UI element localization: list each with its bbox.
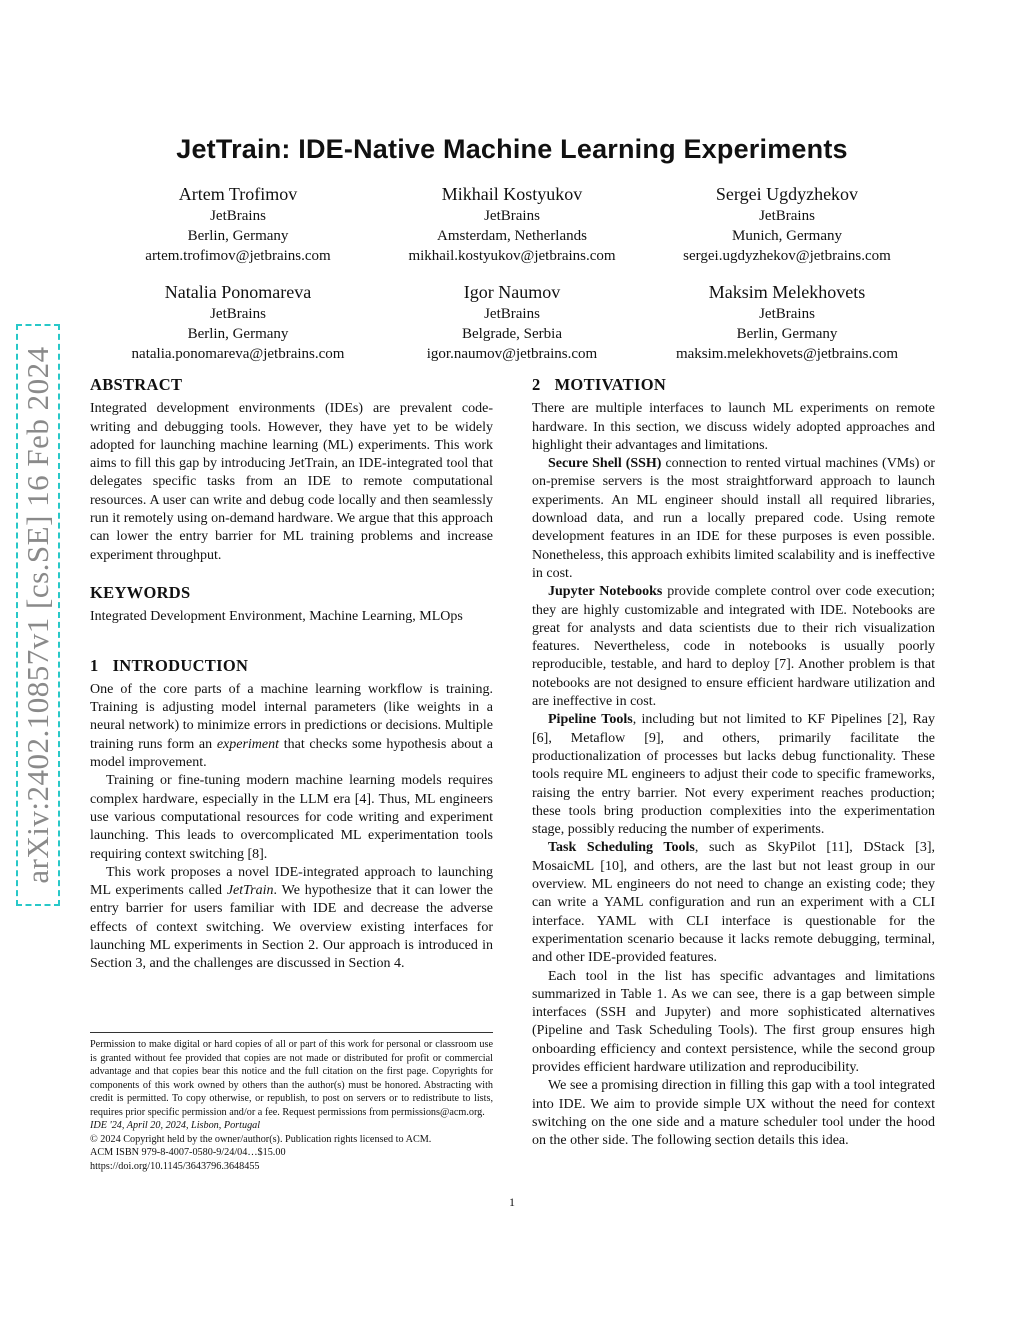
section-title: MOTIVATION	[554, 375, 667, 394]
author-block	[642, 281, 932, 364]
motivation-paragraph: Pipeline Tools, including but not limited to KF Pipelines [2], Ray [6], Metaflow [9], and others, primarily facilitate the productionalization of processes but lacks debug functionality. These tools require ML engineers to adjust their code to specific frameworks, raising the entry barrier. Not every experiment reaches production; these tools bring production complexities into the experimentation stage, possibly reducing the number of experiments.	[532, 712, 936, 838]
permission-text: Permission to make digital or hard copies of all or part of this work for personal or classroom use is granted without fee provided that copies are not made or distributed for profit or commercial advantage and that copies bear this notice and the full citation on the first page. Copyrights for components of this work owned by others than the author(s) must be honored. Abstracting with credit is permitted. To copy otherwise, or republish, to post on servers or to redistribute to lists, requires prior specific permission and/or a fee. Request permissions from permissions@acm.org.	[90, 1039, 493, 1118]
author-org: JetBrains	[484, 208, 540, 224]
motivation-paragraph: Each tool in the list has specific advantages and limitations summarized in Table 1. As we can see, there is a gap between simple interfaces (SSH and Jupyter) and more sophisticated alternatives (Pipeline and Task Scheduling Tools). The first group ensures high onboarding efficiency and context persistence, while the second group provides efficient hardware utilization and reproducibility.	[532, 968, 935, 1075]
author-block	[367, 183, 657, 266]
author-name: Maksim Melekhovets	[708, 282, 866, 302]
author-location: Munich, Germany	[732, 228, 842, 244]
author-email[interactable]: mikhail.kostyukov@jetbrains.com	[408, 248, 616, 264]
author-location: Amsterdam, Netherlands	[437, 228, 587, 244]
author-name: Igor Naumov	[463, 282, 561, 302]
motivation-paragraph: There are multiple interfaces to launch ML experiments on remote hardware. In this section, we discuss widely adopted approaches and highlight their advantages and limitations.	[532, 401, 935, 453]
author-email[interactable]: artem.trofimov@jetbrains.com	[145, 248, 331, 264]
term-jupyter: Jupyter Notebooks	[548, 584, 663, 600]
venue-text: IDE '24, April 20, 2024, Lisbon, Portugal	[90, 1120, 261, 1131]
term-ssh: Secure Shell (SSH)	[548, 456, 662, 472]
keywords-heading: KEYWORDS	[90, 582, 191, 602]
author-location: Berlin, Germany	[736, 326, 838, 342]
author-location: Berlin, Germany	[187, 228, 289, 244]
left-column	[90, 376, 493, 974]
intro-paragraph: Training or fine-tuning modern machine learning models requires complex hardware, especially in the LLM era [4]. Thus, ML engineers use various computational resources for code writing and experiment launching. This leads to overcomplicated ML experimentation tools requiring context switching [8].	[90, 773, 493, 862]
author-location: Berlin, Germany	[187, 326, 289, 342]
motivation-paragraph: Jupyter Notebooks provide complete control over code execution; they are highly customizable and integrated with IDE. Notebooks are great for analysts and data scientists due to their rich visualization features. Nevertheless, code in notebooks is usually poorly reproducible, testable, and hard to deploy [7]. Another problem is that notebooks are not designed to ensure efficient hardware utilization and are ineffective in cost.	[532, 584, 935, 710]
author-location: Belgrade, Serbia	[462, 326, 562, 342]
copyright-text: © 2024 Copyright held by the owner/author(s). Publication rights licensed to ACM.	[90, 1133, 432, 1145]
abstract-text: Integrated development environments (IDEs) are prevalent code-writing and debugging tools. However, they have yet to be widely adopted for launching machine learning (ML) experiments. This work aims to fill this gap by introducing JetTrain, an IDE-integrated tool that delegates specific tasks from an IDE to remote computational resources. A user can write and debug code locally and then seamlessly run it remotely using on-demand hardware. We argue that this approach can lower the entry barrier for ML training problems and increase experiment throughput.	[90, 401, 493, 563]
arxiv-identifier-stamp[interactable]	[16, 324, 60, 906]
author-name: Artem Trofimov	[178, 184, 298, 204]
author-block	[367, 281, 657, 364]
doi-link[interactable]: https://doi.org/10.1145/3643796.3648455	[90, 1160, 260, 1172]
term-task-scheduling-tools: Task Scheduling Tools	[548, 840, 695, 856]
intro-paragraph: This work proposes a novel IDE-integrated approach to launching ML experiments called JetTrain. We hypothesize that it can lower the entry barrier for users familiar with IDE and decrease the adverse effects of context switching. We overview existing interfaces for launching ML experiments in Section 2. Our approach is introduced in Section 3, and the challenges are discussed in Section 4.	[90, 864, 493, 972]
author-org: JetBrains	[759, 208, 815, 224]
section-number: 1	[90, 655, 99, 675]
section-title: INTRODUCTION	[112, 655, 249, 675]
author-org: JetBrains	[210, 208, 266, 224]
motivation-paragraph: We see a promising direction in filling this gap with a tool integrated into IDE. We aim to provide simple UX without the need for context switching on the one side and a mature scheduler tool under the hood on the other side. The following section details this idea.	[532, 1078, 935, 1149]
author-block	[93, 281, 383, 364]
author-name: Sergei Ugdyzhekov	[715, 184, 859, 204]
paper-title: JetTrain: IDE-Native Machine Learning Experiments	[176, 134, 848, 164]
author-block	[642, 183, 932, 266]
term-pipeline-tools: Pipeline Tools	[548, 712, 633, 728]
section-number: 2	[532, 375, 541, 394]
author-org: JetBrains	[759, 306, 815, 322]
keywords-text: Integrated Development Environment, Machine Learning, MLOps	[90, 609, 463, 625]
emphasis-term: JetTrain	[226, 883, 274, 899]
intro-paragraph: One of the core parts of a machine learning workflow is training. Training is adjusting model internal parameters (like weights in a neural network) to minimize errors in predictions or decisions. Multiple training runs form an experiment that checks some hypothesis about a model improvement.	[90, 681, 493, 771]
author-org: JetBrains	[484, 306, 540, 322]
author-org: JetBrains	[210, 306, 266, 322]
author-email[interactable]: igor.naumov@jetbrains.com	[426, 346, 598, 362]
motivation-paragraph: Task Scheduling Tools, such as SkyPilot [11], DStack [3], MosaicML [10], and others, are the last but not least group in our overview. ML engineers do not need to change an existing code; they can write a YAML configuration and run an experiment with a CLI interface. YAML with CLI interface is questionable for the experimentation scenario because it lacks remote debugging, terminal, and other IDE-provided features.	[532, 840, 935, 966]
author-name: Natalia Ponomareva	[164, 282, 312, 302]
author-email[interactable]: maksim.melekhovets@jetbrains.com	[675, 346, 899, 362]
motivation-paragraph: Secure Shell (SSH) connection to rented virtual machines (VMs) or on-premise servers is the most straightforward approach to launch experiments. An ML engineer should install all required libraries, download data, and run a locally prepared code. Using remote development features in an IDE for these purposes is even possible. Nonetheless, this approach exhibits limited scalability and is ineffective in cost.	[532, 456, 935, 581]
permission-footnote	[90, 1032, 493, 1173]
abstract-heading: ABSTRACT	[90, 375, 183, 394]
right-column	[532, 376, 935, 1150]
isbn-text: ACM ISBN 979-8-4007-0580-9/24/04…$15.00	[90, 1147, 286, 1158]
author-block	[93, 183, 383, 266]
arxiv-identifier: arXiv:2402.10857v1 [cs.SE] 16 Feb 2024	[20, 346, 55, 884]
section-heading-motivation	[532, 376, 935, 394]
author-email[interactable]: sergei.ugdyzhekov@jetbrains.com	[683, 248, 891, 264]
section-heading-introduction	[90, 657, 493, 675]
page-number: 1	[509, 1195, 515, 1209]
author-email[interactable]: natalia.ponomareva@jetbrains.com	[131, 346, 345, 362]
author-name: Mikhail Kostyukov	[441, 184, 583, 204]
emphasis-term: experiment	[216, 736, 280, 752]
